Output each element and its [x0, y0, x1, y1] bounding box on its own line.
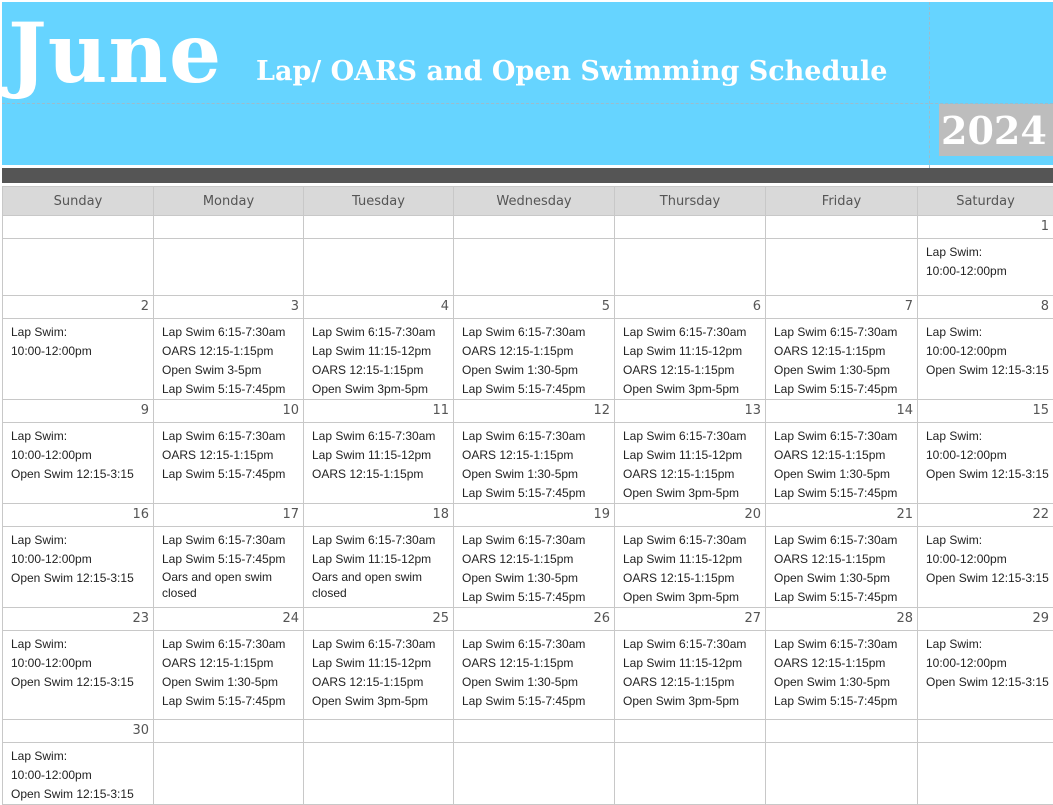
weekday-friday: Friday [766, 187, 918, 216]
day-schedule-cell [154, 527, 304, 608]
schedule-entry: 10:00-12:00pm [918, 446, 1053, 465]
day-schedule-cell [918, 239, 1053, 296]
schedule-entry: OARS 12:15-1:15pm [154, 342, 303, 361]
schedule-entry: OARS 12:15-1:15pm [454, 446, 614, 465]
day-schedule-cell [615, 239, 766, 296]
day-number-cell [3, 400, 154, 423]
day-number-cell [615, 720, 766, 743]
weekday-sunday: Sunday [3, 187, 154, 216]
day-number-cell [454, 216, 615, 239]
day-schedule-cell [154, 743, 304, 805]
day-schedule-cell [615, 527, 766, 608]
schedule-entry: Open Swim 1:30-5pm [454, 673, 614, 692]
schedule-entry: Lap Swim 6:15-7:30am [615, 635, 765, 654]
schedule-entry: Open Swim 12:15-3:15 [3, 569, 153, 588]
day-number: 28 [766, 608, 917, 630]
schedule-entry: Lap Swim 11:15-12pm [615, 446, 765, 465]
schedule-entry: Lap Swim 5:15-7:45pm [454, 380, 614, 399]
week-schedule-row [3, 631, 1053, 720]
schedule-entry: Lap Swim 6:15-7:30am [154, 531, 303, 550]
schedule-entry: Open Swim 12:15-3:15 [3, 785, 153, 804]
schedule-entry: OARS 12:15-1:15pm [304, 361, 453, 380]
day-number-cell [3, 608, 154, 631]
weekday-thursday: Thursday [615, 187, 766, 216]
schedule-entry: Lap Swim 11:15-12pm [304, 342, 453, 361]
day-number-cell [154, 608, 304, 631]
schedule-entry: Lap Swim 5:15-7:45pm [154, 550, 303, 569]
day-schedule-cell [918, 631, 1053, 720]
week-date-row [3, 400, 1053, 423]
day-number: 12 [454, 400, 614, 422]
day-number-cell [918, 720, 1053, 743]
week-date-row [3, 608, 1053, 631]
schedule-entry: Lap Swim 6:15-7:30am [454, 427, 614, 446]
day-schedule-cell [918, 319, 1053, 400]
day-number-cell [304, 296, 454, 319]
day-number: 29 [918, 608, 1053, 630]
day-schedule-cell [615, 319, 766, 400]
day-number: 16 [3, 504, 153, 526]
schedule-entry: OARS 12:15-1:15pm [454, 550, 614, 569]
day-number: 25 [304, 608, 453, 630]
schedule-entry: Lap Swim 5:15-7:45pm [154, 692, 303, 711]
day-number-cell [918, 400, 1053, 423]
day-number-cell [615, 608, 766, 631]
schedule-entry: Open Swim 1:30-5pm [766, 673, 917, 692]
day-schedule-cell [3, 631, 154, 720]
day-number-cell [304, 608, 454, 631]
schedule-entry: Lap Swim: [918, 427, 1053, 446]
day-schedule-cell [3, 743, 154, 805]
day-schedule-cell [304, 423, 454, 504]
schedule-entry: Lap Swim: [3, 323, 153, 342]
schedule-entry: OARS 12:15-1:15pm [615, 361, 765, 380]
day-schedule-cell [766, 743, 918, 805]
schedule-entry: Open Swim 12:15-3:15 [918, 673, 1053, 692]
day-schedule-cell [918, 423, 1053, 504]
day-number-cell [304, 504, 454, 527]
day-schedule-cell [454, 319, 615, 400]
day-number: 8 [918, 296, 1053, 318]
day-number-cell [766, 504, 918, 527]
schedule-entry: Lap Swim 6:15-7:30am [615, 531, 765, 550]
day-schedule-cell [766, 319, 918, 400]
day-number-cell [918, 608, 1053, 631]
week-date-row [3, 504, 1053, 527]
schedule-entry: Lap Swim 5:15-7:45pm [766, 692, 917, 711]
day-number: 7 [766, 296, 917, 318]
schedule-entry: Lap Swim: [3, 531, 153, 550]
day-number-cell [304, 720, 454, 743]
day-schedule-cell [454, 239, 615, 296]
day-number: 23 [3, 608, 153, 630]
week-schedule-row [3, 423, 1053, 504]
schedule-entry: 10:00-12:00pm [3, 446, 153, 465]
schedule-entry: Open Swim 12:15-3:15 [918, 569, 1053, 588]
schedule-entry: Lap Swim 6:15-7:30am [766, 635, 917, 654]
schedule-entry: OARS 12:15-1:15pm [304, 673, 453, 692]
schedule-entry: Lap Swim 5:15-7:45pm [154, 380, 303, 399]
schedule-entry: Lap Swim 5:15-7:45pm [766, 588, 917, 607]
schedule-entry: Lap Swim 6:15-7:30am [454, 323, 614, 342]
schedule-entry: OARS 12:15-1:15pm [454, 342, 614, 361]
day-schedule-cell [304, 631, 454, 720]
week-date-row [3, 216, 1053, 239]
schedule-entry: Open Swim 12:15-3:15 [3, 673, 153, 692]
day-schedule-cell [454, 743, 615, 805]
year-label: 2024 [941, 104, 1047, 158]
day-number-cell [3, 296, 154, 319]
day-number-cell [154, 400, 304, 423]
schedule-entry: Open Swim 1:30-5pm [154, 673, 303, 692]
day-schedule-cell [3, 319, 154, 400]
schedule-entry: Open Swim 1:30-5pm [454, 569, 614, 588]
schedule-entry: Lap Swim 11:15-12pm [304, 550, 453, 569]
day-number: 4 [304, 296, 453, 318]
day-number-cell [154, 216, 304, 239]
schedule-entry: OARS 12:15-1:15pm [304, 465, 453, 484]
day-number-cell [454, 296, 615, 319]
schedule-entry: Lap Swim: [918, 635, 1053, 654]
weekday-wednesday: Wednesday [454, 187, 615, 216]
day-number: 17 [154, 504, 303, 526]
day-number: 3 [154, 296, 303, 318]
schedule-entry: 10:00-12:00pm [918, 654, 1053, 673]
day-number: 9 [3, 400, 153, 422]
header-gridline [929, 2, 930, 183]
schedule-entry: Lap Swim 6:15-7:30am [766, 323, 917, 342]
day-number-cell [154, 720, 304, 743]
schedule-entry: Lap Swim 6:15-7:30am [154, 635, 303, 654]
day-schedule-cell [766, 631, 918, 720]
schedule-entry: OARS 12:15-1:15pm [615, 673, 765, 692]
schedule-entry: Open Swim 1:30-5pm [766, 361, 917, 380]
schedule-entry: OARS 12:15-1:15pm [766, 342, 917, 361]
day-number-cell [918, 296, 1053, 319]
schedule-entry: 10:00-12:00pm [918, 262, 1053, 281]
schedule-entry: Lap Swim: [918, 531, 1053, 550]
day-number: 2 [3, 296, 153, 318]
schedule-entry: Lap Swim 5:15-7:45pm [766, 380, 917, 399]
day-number-cell [154, 296, 304, 319]
week-schedule-row [3, 319, 1053, 400]
day-number: 14 [766, 400, 917, 422]
schedule-entry: Lap Swim 6:15-7:30am [615, 323, 765, 342]
schedule-entry: Lap Swim 5:15-7:45pm [154, 465, 303, 484]
day-schedule-cell [454, 527, 615, 608]
day-number-cell [615, 504, 766, 527]
day-schedule-cell [918, 743, 1053, 805]
day-schedule-cell [304, 743, 454, 805]
day-number: 19 [454, 504, 614, 526]
day-number-cell [3, 720, 154, 743]
day-schedule-cell [304, 239, 454, 296]
day-number-cell [918, 216, 1053, 239]
day-number-cell [454, 504, 615, 527]
day-number-cell [615, 296, 766, 319]
day-schedule-cell [615, 743, 766, 805]
day-schedule-cell [454, 631, 615, 720]
week-schedule-row [3, 527, 1053, 608]
day-number: 24 [154, 608, 303, 630]
day-number-cell [766, 720, 918, 743]
day-number: 15 [918, 400, 1053, 422]
day-number: 22 [918, 504, 1053, 526]
month-title: June [8, 6, 222, 102]
day-number-cell [766, 296, 918, 319]
schedule-entry: Lap Swim: [918, 243, 1053, 262]
schedule-entry: Lap Swim 6:15-7:30am [304, 635, 453, 654]
day-schedule-cell [766, 423, 918, 504]
day-number-cell [615, 400, 766, 423]
schedule-entry: Lap Swim: [3, 427, 153, 446]
schedule-entry: Open Swim 3pm-5pm [304, 380, 453, 399]
header-gridline [2, 103, 1053, 104]
schedule-entry: Lap Swim 6:15-7:30am [454, 531, 614, 550]
schedule-entry: OARS 12:15-1:15pm [615, 465, 765, 484]
schedule-entry: Open Swim 1:30-5pm [454, 361, 614, 380]
schedule-entry: Open Swim 3pm-5pm [615, 692, 765, 711]
day-schedule-cell [3, 423, 154, 504]
schedule-entry: Lap Swim 6:15-7:30am [304, 323, 453, 342]
schedule-entry: Open Swim 3pm-5pm [304, 692, 453, 711]
weekday-tuesday: Tuesday [304, 187, 454, 216]
schedule-entry: 10:00-12:00pm [918, 342, 1053, 361]
day-schedule-cell [304, 319, 454, 400]
day-schedule-cell [154, 319, 304, 400]
day-schedule-cell [615, 423, 766, 504]
day-number-cell [304, 400, 454, 423]
schedule-entry: 10:00-12:00pm [3, 550, 153, 569]
schedule-entry: Lap Swim 6:15-7:30am [766, 531, 917, 550]
weekday-saturday: Saturday [918, 187, 1053, 216]
schedule-subtitle: Lap/ OARS and Open Swimming Schedule [256, 52, 887, 92]
day-schedule-cell [766, 239, 918, 296]
day-number: 21 [766, 504, 917, 526]
schedule-entry: Lap Swim 11:15-12pm [304, 654, 453, 673]
day-number-cell [454, 720, 615, 743]
schedule-entry: 10:00-12:00pm [3, 766, 153, 785]
schedule-entry: Lap Swim 6:15-7:30am [454, 635, 614, 654]
day-number: 27 [615, 608, 765, 630]
day-number-cell [766, 216, 918, 239]
day-number-cell [454, 400, 615, 423]
week-schedule-row [3, 239, 1053, 296]
schedule-entry: Open Swim 1:30-5pm [766, 465, 917, 484]
closure-note: Oars and open swim closed [154, 569, 303, 601]
day-schedule-cell [615, 631, 766, 720]
schedule-entry: Lap Swim 6:15-7:30am [615, 427, 765, 446]
schedule-entry: Lap Swim 5:15-7:45pm [454, 692, 614, 711]
day-number: 13 [615, 400, 765, 422]
schedule-entry: Open Swim 1:30-5pm [766, 569, 917, 588]
day-number: 6 [615, 296, 765, 318]
day-number-cell [615, 216, 766, 239]
schedule-entry: OARS 12:15-1:15pm [615, 569, 765, 588]
schedule-entry: Open Swim 12:15-3:15 [918, 361, 1053, 380]
schedule-entry: OARS 12:15-1:15pm [154, 654, 303, 673]
day-schedule-cell [918, 527, 1053, 608]
weekday-monday: Monday [154, 187, 304, 216]
calendar-grid [2, 186, 1053, 805]
day-number: 10 [154, 400, 303, 422]
schedule-entry: Open Swim 3pm-5pm [615, 484, 765, 503]
schedule-entry: Lap Swim 5:15-7:45pm [454, 484, 614, 503]
weekday-header-row [3, 187, 1053, 216]
day-number-cell [3, 504, 154, 527]
schedule-entry: Lap Swim 6:15-7:30am [766, 427, 917, 446]
schedule-entry: OARS 12:15-1:15pm [766, 446, 917, 465]
day-schedule-cell [3, 239, 154, 296]
schedule-entry: OARS 12:15-1:15pm [766, 550, 917, 569]
schedule-entry: OARS 12:15-1:15pm [766, 654, 917, 673]
day-number-cell [304, 216, 454, 239]
day-number-cell [766, 400, 918, 423]
day-number-cell [154, 504, 304, 527]
schedule-entry: Lap Swim 6:15-7:30am [304, 427, 453, 446]
schedule-entry: Lap Swim 6:15-7:30am [154, 427, 303, 446]
schedule-entry: 10:00-12:00pm [3, 342, 153, 361]
day-number: 26 [454, 608, 614, 630]
schedule-entry: Lap Swim 11:15-12pm [304, 446, 453, 465]
day-number: 11 [304, 400, 453, 422]
day-number: 20 [615, 504, 765, 526]
day-number-cell [454, 608, 615, 631]
day-schedule-cell [154, 423, 304, 504]
day-schedule-cell [304, 527, 454, 608]
schedule-entry: Lap Swim 5:15-7:45pm [454, 588, 614, 607]
schedule-entry: Lap Swim 11:15-12pm [615, 550, 765, 569]
day-number: 1 [918, 216, 1053, 238]
day-schedule-cell [154, 631, 304, 720]
schedule-entry: OARS 12:15-1:15pm [454, 654, 614, 673]
schedule-entry: Lap Swim: [3, 635, 153, 654]
day-number: 30 [3, 720, 153, 742]
schedule-entry: Lap Swim 6:15-7:30am [304, 531, 453, 550]
closure-note: Oars and open swim closed [304, 569, 453, 601]
schedule-entry: Lap Swim 11:15-12pm [615, 342, 765, 361]
day-schedule-cell [454, 423, 615, 504]
day-schedule-cell [766, 527, 918, 608]
schedule-entry: Lap Swim: [918, 323, 1053, 342]
day-number: 5 [454, 296, 614, 318]
schedule-entry: Open Swim 3pm-5pm [615, 380, 765, 399]
day-number-cell [918, 504, 1053, 527]
divider-bar [2, 168, 1053, 183]
schedule-entry: 10:00-12:00pm [3, 654, 153, 673]
day-number: 18 [304, 504, 453, 526]
schedule-entry: Open Swim 12:15-3:15 [918, 465, 1053, 484]
schedule-entry: Lap Swim 11:15-12pm [615, 654, 765, 673]
schedule-entry: OARS 12:15-1:15pm [154, 446, 303, 465]
week-schedule-row [3, 743, 1053, 805]
schedule-entry: 10:00-12:00pm [918, 550, 1053, 569]
schedule-entry: Open Swim 3pm-5pm [615, 588, 765, 607]
schedule-entry: Lap Swim 5:15-7:45pm [766, 484, 917, 503]
schedule-entry: Open Swim 1:30-5pm [454, 465, 614, 484]
schedule-entry: Open Swim 3-5pm [154, 361, 303, 380]
schedule-entry: Lap Swim: [3, 747, 153, 766]
day-number-cell [766, 608, 918, 631]
day-schedule-cell [3, 527, 154, 608]
day-number-cell [3, 216, 154, 239]
week-date-row [3, 720, 1053, 743]
day-schedule-cell [154, 239, 304, 296]
schedule-entry: Lap Swim 6:15-7:30am [154, 323, 303, 342]
week-date-row [3, 296, 1053, 319]
schedule-entry: Open Swim 12:15-3:15 [3, 465, 153, 484]
